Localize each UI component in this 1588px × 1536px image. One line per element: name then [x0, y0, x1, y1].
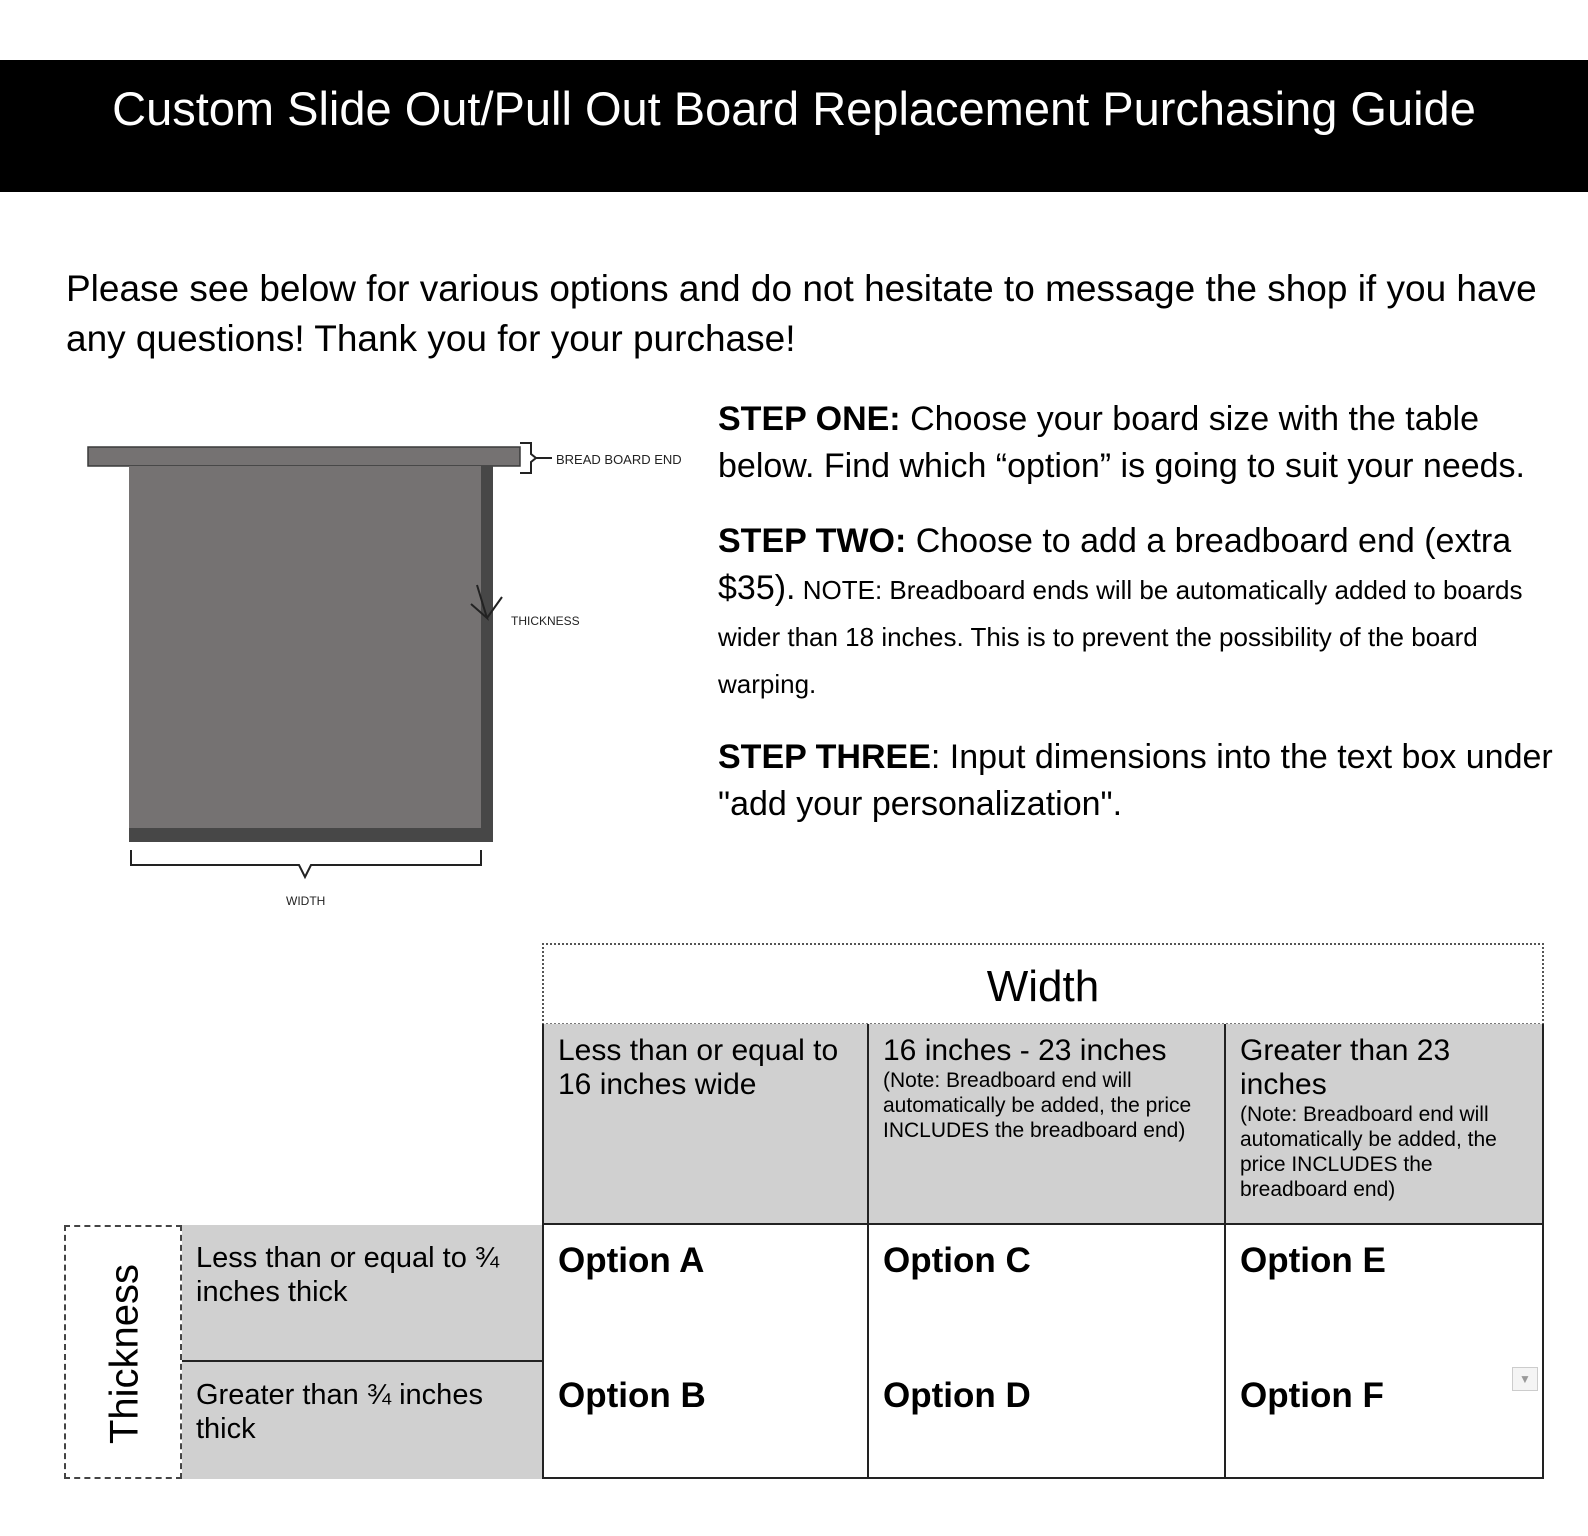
- step-three-text: : Input dimensions into the text box under "add your personalization".: [718, 738, 1553, 823]
- breadboard-end-label: BREAD BOARD END: [556, 452, 682, 467]
- step-one-label: STEP ONE:: [718, 400, 901, 438]
- step-two: [718, 518, 1558, 706]
- board-panel: [129, 466, 493, 840]
- column-header-narrow: [542, 1024, 869, 1225]
- breadboard-end: [88, 447, 520, 466]
- board-edge-bottom: [129, 828, 493, 842]
- step-two-label: STEP TWO:: [718, 522, 907, 560]
- column-header-label: Greater than 23 inches: [1240, 1034, 1451, 1101]
- steps-section: [718, 396, 1558, 856]
- breadboard-bracket: [520, 443, 536, 473]
- step-three-label: STEP THREE: [718, 738, 931, 776]
- step-two-note: NOTE: Breadboard ends will be automatically added to boards wider than 18 inches. This is to prevent the possibility of the board warping.: [718, 575, 1523, 699]
- option-cell: Option E: [1226, 1225, 1544, 1362]
- column-header-note: (Note: Breadboard end will automatically be added, the price INCLUDES the breadboard end): [883, 1069, 1192, 1142]
- option-cell: Option F: [1226, 1360, 1544, 1479]
- column-header-label: 16 inches - 23 inches: [883, 1034, 1167, 1067]
- step-three: [718, 734, 1558, 828]
- width-bracket: [131, 850, 481, 877]
- column-header-note: (Note: Breadboard end will automatically be added, the price INCLUDES the breadboard end): [1240, 1103, 1497, 1201]
- option-cell: Option C: [869, 1225, 1226, 1362]
- board-diagram: [84, 432, 684, 922]
- title-banner: [0, 60, 1588, 192]
- column-header-wide: [1224, 1024, 1544, 1225]
- row-header-thick: Greater than ¾ inches thick: [182, 1360, 542, 1479]
- column-header-label: Less than or equal to 16 inches wide: [558, 1034, 839, 1101]
- option-cell: Option B: [542, 1360, 869, 1479]
- option-cell: Option A: [542, 1225, 869, 1362]
- thickness-label: THICKNESS: [511, 614, 580, 628]
- thickness-header: [64, 1225, 182, 1479]
- option-cell: Option D: [869, 1360, 1226, 1479]
- step-one-text: Choose your board size with the table below. Find which “option” is going to suit your needs.: [718, 400, 1526, 485]
- thickness-header-text: Thickness: [102, 1263, 147, 1445]
- step-one: [718, 396, 1558, 490]
- width-header: Width: [542, 943, 1544, 1025]
- step-two-text: Choose to add a breadboard end (extra $35).: [718, 522, 1512, 607]
- column-header-medium: [867, 1024, 1226, 1225]
- chevron-down-icon[interactable]: ▼: [1512, 1367, 1538, 1391]
- row-header-thin: Less than or equal to ¾ inches thick: [182, 1225, 542, 1360]
- page-title: Custom Slide Out/Pull Out Board Replacement Purchasing Guide: [112, 82, 1476, 135]
- intro-text: Please see below for various options and do not hesitate to message the shop if you have any questions! Thank you for your purchase!: [66, 268, 1537, 359]
- board-edge-right: [481, 466, 493, 842]
- width-label: WIDTH: [286, 894, 326, 908]
